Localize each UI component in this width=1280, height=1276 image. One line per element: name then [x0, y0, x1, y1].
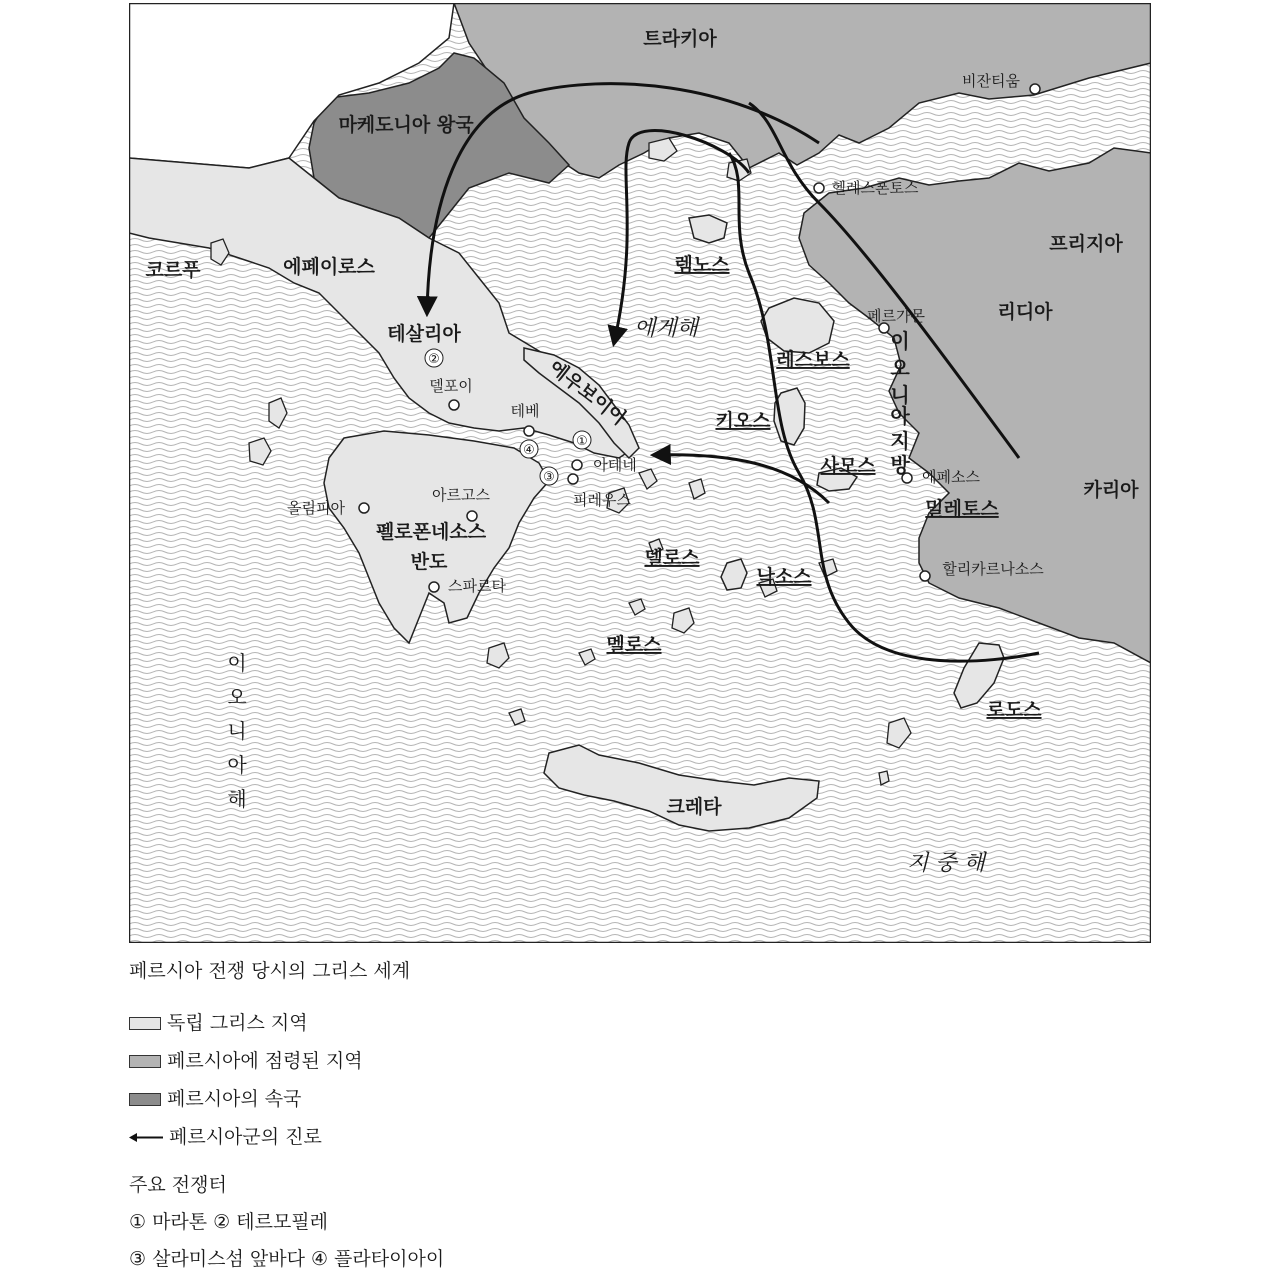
legend-label-independent: 독립 그리스 지역 — [167, 1012, 308, 1034]
label-argos: 아르고스 — [432, 486, 490, 504]
svg-text:오: 오 — [890, 356, 910, 380]
svg-text:오: 오 — [227, 685, 247, 709]
city-dot-piraeus — [568, 474, 578, 484]
label-samos: 사모스 — [820, 455, 876, 477]
label-crete: 크레타 — [666, 796, 722, 818]
label-rhodes: 로도스 — [986, 699, 1042, 721]
city-dot-delphi — [449, 400, 459, 410]
city-dot-halicarnassus — [920, 571, 930, 581]
label-thessaly: 테살리아 — [387, 323, 461, 345]
legend-label-vassal: 페르시아의 속국 — [167, 1088, 302, 1110]
svg-text:이: 이 — [227, 651, 247, 675]
label-melos: 멜로스 — [606, 634, 662, 656]
label-chios: 키오스 — [715, 410, 771, 432]
label-aegean: 에게해 — [634, 316, 698, 341]
legend-item-occupied — [129, 1052, 363, 1071]
label-mediterranean: 지 중 해 — [907, 851, 985, 876]
svg-text:니: 니 — [890, 383, 910, 407]
city-dot-sparta — [429, 582, 439, 592]
svg-text:아: 아 — [227, 753, 247, 777]
label-hellespont: 헬레스폰토스 — [831, 179, 919, 197]
label-miletus: 밀레토스 — [925, 498, 999, 520]
label-naxos: 낙소스 — [756, 566, 812, 588]
legend-item-independent — [129, 1014, 308, 1033]
label-halicarnassus: 할리카르나소스 — [942, 560, 1044, 578]
label-ephesus: 에페소스 — [922, 468, 980, 486]
svg-text:아: 아 — [890, 404, 910, 428]
label-byzantium: 비잔티움 — [962, 72, 1020, 90]
legend-battles-line2: ③ 살라미스섬 앞바다 ④ 플라타이아이 — [129, 1248, 445, 1270]
legend-swatch-vassal — [129, 1093, 161, 1106]
city-dot-olympia — [359, 503, 369, 513]
label-delphi: 델포이 — [429, 377, 473, 395]
svg-text:방: 방 — [890, 453, 910, 477]
svg-text:지: 지 — [890, 429, 910, 453]
svg-text:해: 해 — [227, 787, 247, 811]
city-dot-argos — [467, 511, 477, 521]
label-phrygia: 프리지아 — [1049, 233, 1123, 255]
label-peloponnese-1: 펠로폰네소스 — [375, 521, 487, 543]
city-dot-thebes — [524, 426, 534, 436]
label-athens: 아테네 — [593, 456, 637, 474]
label-euboea: 에우보이아 — [544, 356, 631, 431]
label-lesbos: 레스보스 — [776, 349, 850, 371]
legend-label-occupied: 페르시아에 점령된 지역 — [167, 1050, 363, 1072]
svg-text:이: 이 — [890, 329, 910, 353]
label-sparta: 스파르타 — [448, 577, 506, 595]
legend-swatch-independent — [129, 1017, 161, 1030]
label-epirus: 에페이로스 — [283, 256, 375, 278]
legend-item-route — [129, 1128, 322, 1147]
greece-persian-war-map — [129, 3, 1151, 943]
label-piraeus: 피레우스 — [573, 491, 631, 509]
battle-marker-3: ③ — [543, 470, 555, 485]
city-dot-athens — [572, 460, 582, 470]
legend-swatch-occupied — [129, 1055, 161, 1068]
label-delos: 델로스 — [644, 547, 700, 569]
label-peloponnese-2: 반도 — [410, 551, 448, 573]
legend-battles-title: 주요 전쟁터 — [129, 1174, 227, 1196]
legend-item-vassal — [129, 1090, 302, 1109]
legend-title: 페르시아 전쟁 당시의 그리스 세계 — [129, 960, 411, 982]
legend-battles-line1: ① 마라톤 ② 테르모필레 — [129, 1211, 329, 1233]
label-lydia: 리디아 — [997, 301, 1053, 323]
city-dot-byzantium — [1030, 84, 1040, 94]
label-lemnos: 렘노스 — [674, 254, 730, 276]
city-dot-hellespont — [814, 183, 824, 193]
battle-marker-1: ① — [576, 434, 588, 449]
label-olympia: 올림피아 — [287, 499, 345, 517]
battle-marker-4: ④ — [523, 443, 535, 458]
battle-marker-2: ② — [428, 352, 440, 367]
legend-label-route: 페르시아군의 진로 — [169, 1126, 322, 1148]
legend-arrow-icon — [129, 1131, 163, 1144]
map-frame — [129, 3, 1151, 943]
label-ionia-region — [890, 329, 910, 477]
label-thebes: 테베 — [510, 402, 540, 420]
label-macedonia: 마케도니아 왕국 — [338, 114, 474, 136]
label-caria: 카리아 — [1083, 479, 1139, 501]
label-pergamon: 페르가몬 — [867, 307, 925, 325]
svg-text:니: 니 — [227, 719, 247, 743]
label-corfu: 코르푸 — [145, 259, 201, 281]
label-thrace: 트라키아 — [643, 28, 717, 50]
